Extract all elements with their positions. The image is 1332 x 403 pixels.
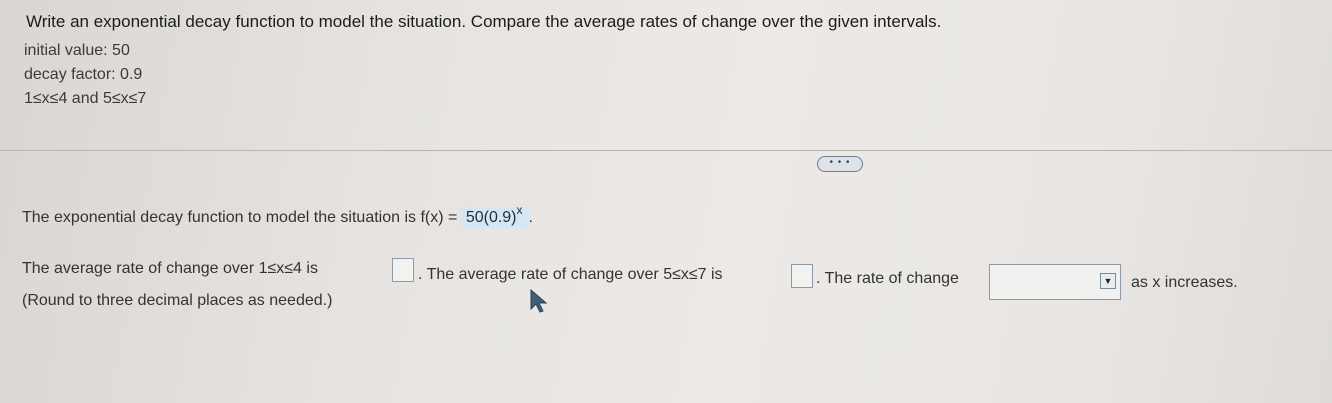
rate-text-2: . The average rate of change over 5≤x≤7 is xyxy=(418,266,723,283)
function-answer-field[interactable] xyxy=(462,203,529,229)
function-line-suffix: . xyxy=(528,209,533,226)
given-initial-value: initial value: 50 xyxy=(24,42,130,59)
rate-comparison-dropdown[interactable] xyxy=(989,264,1121,300)
given-decay-factor: decay factor: 0.9 xyxy=(24,66,143,83)
function-answer-base: 50(0.9) xyxy=(465,209,517,226)
rounding-note: (Round to three decimal places as needed.) xyxy=(22,292,333,309)
mouse-cursor-icon xyxy=(530,289,548,313)
function-answer-exponent: x xyxy=(516,203,523,217)
function-line xyxy=(22,203,533,229)
function-line-prefix: The exponential decay function to model the situation is f(x) = xyxy=(22,209,458,226)
chevron-down-icon[interactable]: ▼ xyxy=(1100,273,1116,289)
show-more-button[interactable]: • • • xyxy=(817,156,863,172)
section-divider xyxy=(0,150,1332,151)
question-instruction: Write an exponential decay function to model the situation. Compare the average rates of change over the given intervals. xyxy=(26,12,942,31)
rate-text-3: . The rate of change xyxy=(816,270,959,287)
rate-answer-input-2[interactable] xyxy=(791,264,813,288)
rate-text-4: as x increases. xyxy=(1131,274,1238,291)
rate-text-1: The average rate of change over 1≤x≤4 is xyxy=(22,260,318,277)
rate-answer-input-1[interactable] xyxy=(392,258,414,282)
given-intervals: 1≤x≤4 and 5≤x≤7 xyxy=(24,90,147,107)
